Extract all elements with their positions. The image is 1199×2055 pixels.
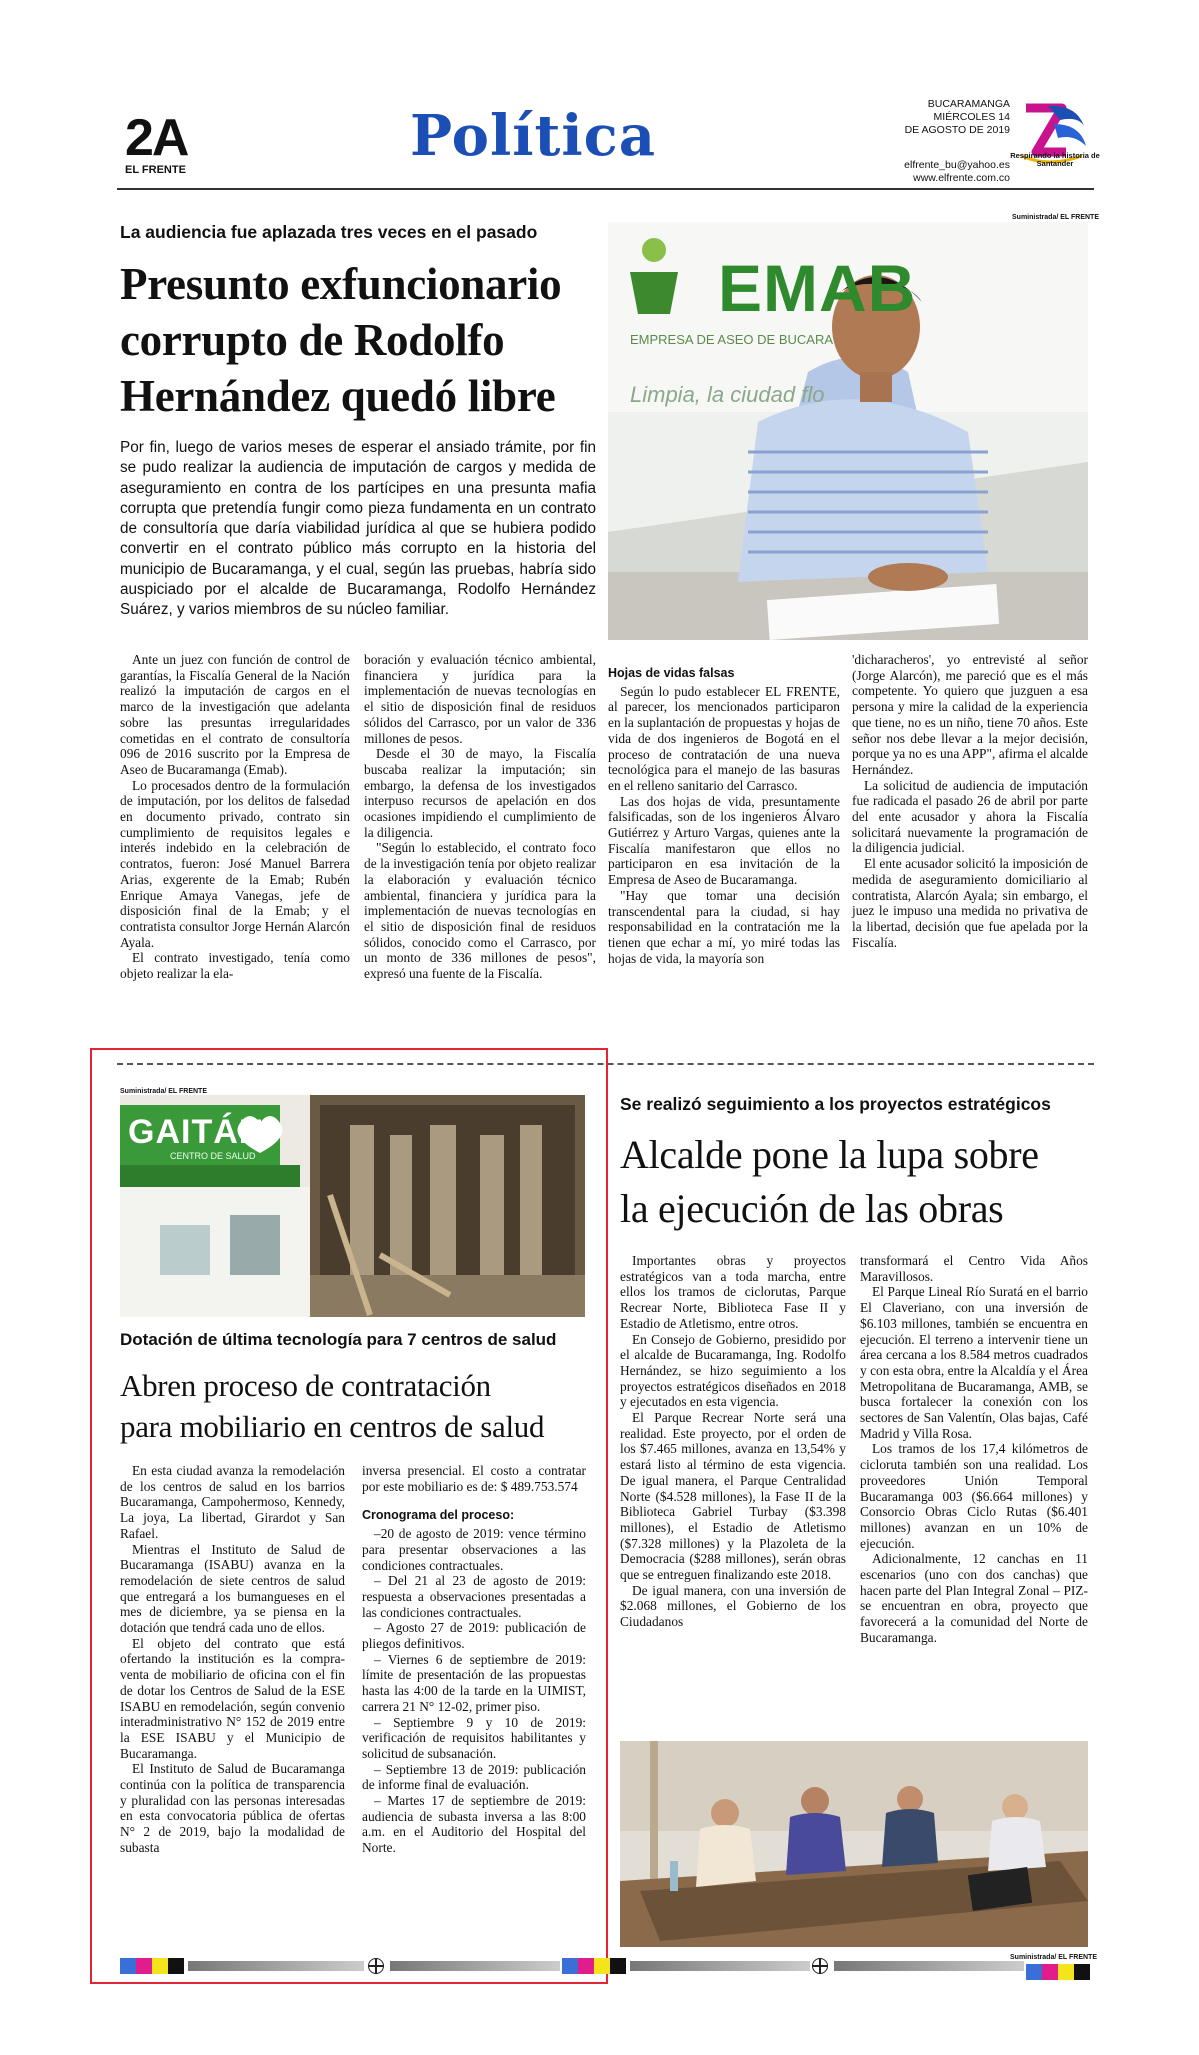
color-registration-bar-right [1026, 1964, 1090, 1980]
subhead: Cronograma del proceso: [362, 1508, 515, 1523]
emab-sign-slogan: Limpia, la ciudad flo [630, 382, 825, 407]
paragraph: Según lo pudo establecer EL FRENTE, al parecer, los mencionados participaron en la suplantación de propuestas y hojas de vida de dos ingenieros de Bogotá en el proceso de contratación de una nueva tecnológica para el manejo de las basuras en el relleno sanitario del Carrasco. [608, 683, 840, 793]
paragraph: El objeto del contrato que está ofertando la institución es la compra-venta de mobiliario de oficina con el fin de dotar los Centros de Salud de la ESE ISABU en remodelación, según convenio interadministrativo N° 152 de 2019 entre la ESE ISABU y el Municipio de Bucaramanga. [120, 1635, 345, 1761]
paragraph: Lo procesados dentro de la formulación de imputación, por los delitos de falsedad en documento privado, contrato sin cumplimiento de requisitos legales e interés indebido en la celebración de contratos, fueron: José Manuel Barrera Arias, exgerente de la Emab; Rubén Enrique Amaya Vanegas, jefe de disposición final de la Emab; y el contratista consultor Jorge Hernán Alarcón Ayala. [120, 777, 350, 950]
header-city: BUCARAMANGA [927, 98, 1010, 110]
paragraph: "Hay que tomar una decisión transcendental para la ciudad, si hay responsabilidad en la contratación me la tienen que echar a mí, yo miré todas las hojas de vida, la mayoría son [608, 887, 840, 966]
photo-credit: Suministrada/ EL FRENTE [1010, 1954, 1097, 1961]
paragraph: Importantes obras y proyectos estratégicos van a toda marcha, entre ellos los tramos de ciclorutas, Parque Recrear Norte, Biblioteca Fase II y Estadio de Atletismo, entre otros. [620, 1253, 846, 1331]
subhead: Hojas de vidas falsas [608, 666, 735, 680]
article2-column-2 [362, 1463, 586, 1856]
article1-photo [608, 222, 1088, 640]
grey-bar [188, 1961, 364, 1971]
registration-mark-icon [812, 1958, 828, 1974]
article1-kicker: La audiencia fue aplazada tres veces en el pasado [120, 222, 538, 242]
headline-line: Abren proceso de contratación [120, 1368, 491, 1403]
grey-bar [390, 1961, 560, 1971]
headline-line: la ejecución de las obras [620, 1186, 1004, 1231]
paragraph: El Parque Lineal Río Suratá en el barrio El Claveriano, con una inversión de $6.103 millones, también se encuentra en ejecución. El terreno a intervenir tiene un área cercana a los 8.584 metros cuadrados y con esta obra, entre la Alcaldía y el Área Metropolitana de Bucaramanga, AMB, se busca fortalecer la conexión con los sectores de San Valentín, Olas bajas, Café Madrid y Villa Rosa. [860, 1284, 1088, 1441]
paragraph: Desde el 30 de mayo, la Fiscalía buscaba realizar la imputación; sin embargo, la defensa de los investigados interpuso recursos de apelación en dos ocasiones impidiendo el cumplimiento de la diligencia. [364, 746, 596, 840]
paragraph: Ante un juez con función de control de garantías, la Fiscalía General de la Nación realizó la imputación de cargos en el marco de la investigación que adelanta sobre las presuntas irregularidades cometidas en el contrato de consultoría 096 de 2016 suscrito por la Empresa de Aseo de Bucaramanga (Emab). [120, 652, 350, 777]
schedule-item: –20 de agosto de 2019: vence término para presentar observaciones a las condiciones contractuales. [362, 1526, 586, 1573]
article3-headline [620, 1128, 1090, 1236]
paragraph: La solicitud de audiencia de imputación fue radicada el pasado 26 de abril por parte del ente acusador y ahora la Fiscalía solicitará nuevamente la programación de la diligencia judicial. [852, 777, 1088, 856]
paragraph: El contrato investigado, tenía como objeto realizar la ela- [120, 950, 350, 982]
article3-column-1 [620, 1253, 846, 1630]
article1-lead: Por fin, luego de varios meses de esperar el ansiado trámite, por fin se pudo realizar la audiencia de imputación de cargos y medida de aseguramiento en contra de los partícipes en una presunta mafia corrupta que pretendía fungir como pieza fundamenta en un contrato de consultoría que daría viabilidad jurídica al que se hubiera podido convertir en el contrato público más corrupto en la historia del municipio de Bucaramanga, y el cual, según las pruebas, habría sido auspiciado por el alcalde de Bucaramanga, Rodolfo Hernández Suárez, y varios miembros de su núcleo familiar. [120, 439, 596, 619]
paragraph: En Consejo de Gobierno, presidido por el alcalde de Bucaramanga, Ing. Rodolfo Hernández, se hizo seguimiento a los proyectos estratégicos diseñados en 2018 y ejecutados en esta vigencia. [620, 1331, 846, 1410]
grey-bar [630, 1961, 810, 1971]
paragraph: Las dos hojas de vida, presuntamente falsificadas, son de los ingenieros Álvaro Gutiérrez y Arturo Vargas, quienes ante la Fiscalía manifestaron que ellos no participaron en esa invitación de la Empresa de Aseo de Bucaramanga. [608, 793, 840, 888]
grey-bar [834, 1961, 1024, 1971]
header-info [880, 98, 1010, 185]
headline-line: Alcalde pone la lupa sobre [620, 1132, 1039, 1177]
headline-line: corrupto de Rodolfo [120, 315, 505, 365]
paragraph: inversa presencial. El costo a contratar por este mobiliario es de: $ 489.753.574 [362, 1463, 586, 1494]
article2-column-1 [120, 1463, 345, 1856]
paragraph: "Según lo establecido, el contrato foco de la investigación tenía por objeto realizar la elaboración y evaluación técnico ambiental, financiera y jurídica para la implementación de nuevas tecnologías en el sitio de disposición final de residuos sólidos, conocido como el Carrasco, por un monto de 336 millones de pesos", expresó una fuente de la Fiscalía. [364, 840, 596, 982]
article1-headline [120, 256, 610, 424]
paragraph: Adicionalmente, 12 canchas en 11 escenarios (uno con dos canchas) que hacen parte del Plan Integral Zonal – PIZ- se encuentran en obra, proyecto que favorecerá a la comunidad del Norte de Bucaramanga. [860, 1551, 1088, 1645]
headline-line: para mobiliario en centros de salud [120, 1409, 545, 1444]
logo-caption: Respirando la historia de Santander [1010, 151, 1100, 168]
headline-line: Presunto exfuncionario [120, 259, 562, 309]
council-meeting-photo-icon [620, 1741, 1088, 1947]
gaitan-sign-sub: CENTRO DE SALUD [170, 1151, 256, 1161]
article3-kicker: Se realizó seguimiento a los proyectos estratégicos [620, 1094, 1051, 1114]
paragraph: El Parque Recrear Norte será una realidad. Este proyecto, por el orden de los $7.465 millones, avanza en 13,54% y estará listo al término de esta vigencia. De igual manera, el Parque Centralidad Norte ($4.528 millones), la Fase II de la Biblioteca Gabriel Turbay ($3.398 millones), el Estadio de Atletismo ($7.328 millones) y la Plazoleta de la Democracia ($288 millones), serán obras que se entreguen finalizando este 2018. [620, 1410, 846, 1583]
paragraph: boración y evaluación técnico ambiental, financiera y jurídica para la implementación de nuevas tecnologías en el sitio de disposición final de residuos sólidos del Carrasco, por un valor de 336 millones de pesos. [364, 652, 596, 746]
article2-photo [120, 1095, 585, 1317]
article1-column-2 [364, 652, 596, 982]
header-website[interactable]: www.elfrente.com.co [913, 172, 1010, 184]
article1-column-4 [852, 652, 1088, 950]
paragraph: Mientras el Instituto de Salud de Bucaramanga (ISABU) avanza en la remodelación de siete centros de salud que entregará a los bumangueses en el mes de diciembre, ya se piensa en la dotación que tendrá cada uno de ellos. [120, 1541, 345, 1636]
paragraph: Los tramos de los 17,4 kilómetros de cicloruta también son una realidad. Los proveedores Unión Temporal Bucaramanga 003 ($6.664 millones) y Consorcio Obras Ciclo Rutas ($6.401 millones) avanzan en un 10% de ejecución. [860, 1441, 1088, 1551]
article2-kicker: Dotación de última tecnología para 7 centros de salud [120, 1330, 557, 1349]
schedule-item: – Viernes 6 de septiembre de 2019: límite de presentación de las propuestas hasta las 4:00 de la tarde en la UIMIST, carrera 21 N° 12-02, primer piso. [362, 1651, 586, 1714]
page-number: 2A [125, 109, 188, 167]
paragraph: En esta ciudad avanza la remodelación de los centros de salud en los barrios Bucaramanga, Campohermoso, Kennedy, La joya, La libertad, Girardot y San Rafael. [120, 1463, 345, 1541]
schedule-item: – Del 21 al 23 de agosto de 2019: respuesta a observaciones presentadas a las condiciones contractuales. [362, 1573, 586, 1620]
photo-credit: Suministrada/ EL FRENTE [120, 1088, 207, 1095]
paragraph: transformará el Centro Vida Años Maravillosos. [860, 1253, 1088, 1284]
header-date-2: DE AGOSTO DE 2019 [904, 124, 1010, 136]
color-registration-bar-left [120, 1958, 184, 1974]
header-date-1: MIÉRCOLES 14 [933, 111, 1010, 123]
schedule-item: – Septiembre 9 y 10 de 2019: verificación de requisitos habilitantes y solicitud de subsanación. [362, 1714, 586, 1761]
article3-photo [620, 1741, 1088, 1947]
photo-credit: Suministrada/ EL FRENTE [1012, 214, 1099, 221]
article3-column-2 [860, 1253, 1088, 1646]
gaitan-sign: GAITÁN [128, 1113, 265, 1151]
paragraph: 'dicharacheros', yo entrevisté al señor (Jorge Alarcón), me pareció que es el más competente. Yo quiero que juzguen a esa persona y mire la calidad de la experiencia que tiene, no es un niño, tiene 70 años. Este señor nos debe llevar a la mejor decisión, porque ya no es una APP", afirma el alcalde Hernández. [852, 652, 1088, 777]
schedule-item: – Septiembre 13 de 2019: publicación de informe final de evaluación. [362, 1761, 586, 1793]
color-registration-bar-middle [562, 1958, 626, 1974]
article1-column-1 [120, 652, 350, 982]
schedule-item: – Martes 17 de septiembre de 2019: audiencia de subasta inversa a las 8:00 a.m. en el Auditorio del Hospital del Norte. [362, 1793, 586, 1856]
article2-headline [120, 1365, 590, 1447]
registration-mark-icon [368, 1958, 384, 1974]
emab-sign: EMAB [718, 251, 917, 325]
article1-column-3 [608, 666, 840, 966]
schedule-item: – Agosto 27 de 2019: publicación de pliegos definitivos. [362, 1620, 586, 1652]
paragraph: El Instituto de Salud de Bucaramanga continúa con la política de transparencia y pluralidad con las personas interesadas en esta convocatoria pública de ofertas N° 2 de 2019, bajo la modalidad de subasta [120, 1761, 345, 1855]
emab-sign-sub: EMPRESA DE ASEO DE BUCARA [630, 332, 834, 347]
header-rule [117, 188, 1094, 190]
headline-line: Hernández quedó libre [120, 371, 556, 421]
paragraph: El ente acusador solicitó la imposición de medida de aseguramiento domiciliario al contratista, Alarcón Ayala; sin embargo, el juez le impuso una medida no privativa de la libertad, decisión que fue apelada por la Fiscalía. [852, 856, 1088, 950]
paragraph: De igual manera, con una inversión de $2.068 millones, el Gobierno de los Ciudadanos [620, 1582, 846, 1630]
header-email[interactable]: elfrente_bu@yahoo.es [904, 159, 1010, 171]
paper-name: EL FRENTE [125, 164, 186, 176]
section-title: Política [410, 103, 657, 169]
